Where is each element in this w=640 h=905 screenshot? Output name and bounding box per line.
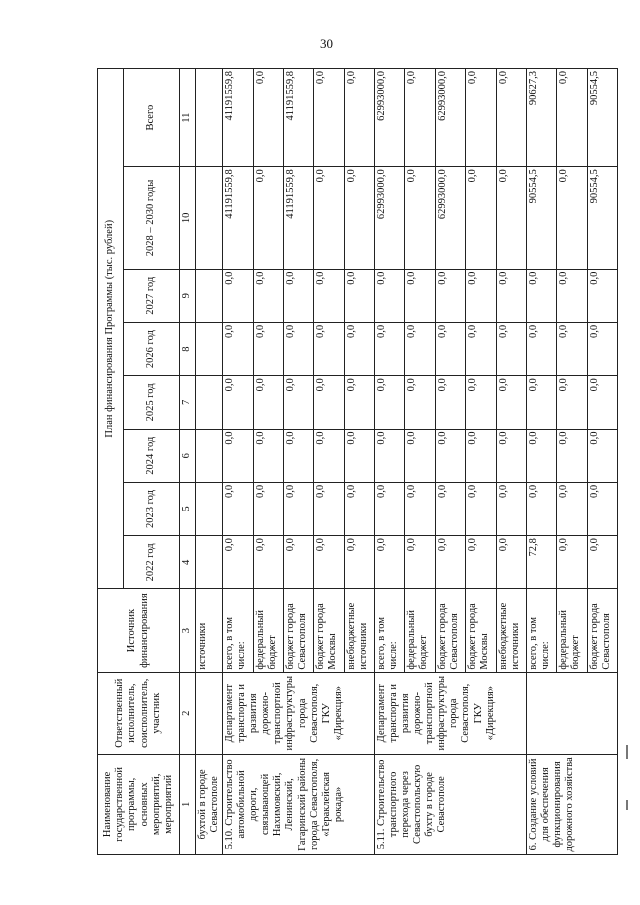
value-cell: 0,0: [435, 429, 465, 482]
measure-executor: [526, 672, 617, 754]
value-cell: 0,0: [587, 376, 617, 429]
value-cell: 0,0: [526, 376, 556, 429]
table-row: [223, 69, 253, 855]
value-cell: 0,0: [223, 482, 253, 535]
value-cell: 0,0: [466, 482, 496, 535]
source-cell: всего, в том числе:: [223, 589, 253, 672]
header-year: 2023 год: [124, 482, 180, 535]
header-total: Всего: [124, 69, 180, 167]
total-cell: 41191559,8: [283, 69, 313, 167]
source-cell: бюджет города Севастополя: [435, 589, 465, 672]
value-cell: 0,0: [496, 482, 526, 535]
total-cell: 0,0: [344, 69, 374, 167]
value-cell: 0,0: [223, 322, 253, 375]
value-cell: 41191559,8: [223, 167, 253, 269]
value-cell: 90554,5: [587, 167, 617, 269]
value-cell: 0,0: [466, 376, 496, 429]
value-cell: 41191559,8: [283, 167, 313, 269]
value-cell: 0,0: [557, 322, 587, 375]
value-cell: 0,0: [496, 429, 526, 482]
column-index: 1: [180, 754, 196, 854]
value-cell: 0,0: [435, 322, 465, 375]
value-cell: 0,0: [253, 167, 283, 269]
source-cell: всего, в том числе:: [526, 589, 556, 672]
value-cell: 0,0: [526, 322, 556, 375]
total-cell: 0,0: [466, 69, 496, 167]
scan-mark: [626, 745, 628, 759]
source-cell: внебюджетные источники: [344, 589, 374, 672]
column-index: 11: [180, 69, 196, 167]
measure-name: 6. Создание условий для обеспечения функционирования дорожного хозяйства: [526, 754, 617, 854]
value-cell: 0,0: [405, 536, 435, 589]
source-cell: бюджет города Севастополя: [587, 589, 617, 672]
column-index: 6: [180, 429, 196, 482]
value-cell: 0,0: [223, 536, 253, 589]
source-cell: федеральный бюджет: [253, 589, 283, 672]
header-year: 2028 – 2030 годы: [124, 167, 180, 269]
value-cell: 0,0: [496, 376, 526, 429]
value-cell: 0,0: [557, 376, 587, 429]
value-cell: 0,0: [405, 482, 435, 535]
measure-executor: Департамент транспорта и развития дорожно-транспортной инфраструктуры города Севастополя, ГКУ «Дирекция»: [223, 672, 375, 754]
value-cell: 0,0: [466, 536, 496, 589]
column-index: 7: [180, 376, 196, 429]
header-year: 2027 год: [124, 269, 180, 322]
value-cell: 0,0: [223, 429, 253, 482]
table-row: [526, 69, 556, 855]
total-cell: 90554,5: [587, 69, 617, 167]
scan-mark: [626, 800, 628, 810]
value-cell: 0,0: [526, 482, 556, 535]
column-index: 2: [180, 672, 196, 754]
value-cell: 0,0: [496, 269, 526, 322]
value-cell: 0,0: [435, 269, 465, 322]
value-cell: 0,0: [526, 429, 556, 482]
value-cell: 0,0: [314, 269, 344, 322]
value-cell: 0,0: [344, 322, 374, 375]
value-cell: 0,0: [557, 429, 587, 482]
value-cell: 0,0: [405, 322, 435, 375]
value-cell: 0,0: [405, 429, 435, 482]
column-index: 3: [180, 589, 196, 672]
value-cell: 0,0: [283, 269, 313, 322]
source-cell: всего, в том числе:: [375, 589, 405, 672]
value-cell: 0,0: [526, 269, 556, 322]
continuation-source: источники: [196, 589, 223, 672]
total-cell: 41191559,8: [223, 69, 253, 167]
value-cell: 0,0: [253, 536, 283, 589]
value-cell: 0,0: [435, 376, 465, 429]
value-cell: 0,0: [283, 536, 313, 589]
value-cell: 0,0: [587, 482, 617, 535]
column-index: 5: [180, 482, 196, 535]
table-row: [375, 69, 405, 855]
value-cell: 0,0: [557, 482, 587, 535]
financing-table: [97, 68, 618, 855]
value-cell: 0,0: [314, 482, 344, 535]
rotated-table-container: [97, 68, 618, 855]
value-cell: 0,0: [466, 429, 496, 482]
value-cell: 0,0: [375, 376, 405, 429]
continuation-row: [196, 69, 223, 855]
value-cell: 0,0: [557, 269, 587, 322]
value-cell: 0,0: [405, 269, 435, 322]
column-index: 9: [180, 269, 196, 322]
source-cell: бюджет города Москвы: [314, 589, 344, 672]
source-cell: бюджет города Севастополя: [283, 589, 313, 672]
value-cell: 0,0: [314, 376, 344, 429]
value-cell: 0,0: [405, 167, 435, 269]
total-cell: 0,0: [253, 69, 283, 167]
header-year: 2025 год: [124, 376, 180, 429]
value-cell: 0,0: [344, 269, 374, 322]
value-cell: 0,0: [375, 536, 405, 589]
measure-name: 5.11. Строительство транспортного перехода через Севастопольскую бухту в городе Севастополе: [375, 754, 527, 854]
value-cell: 0,0: [587, 322, 617, 375]
source-cell: внебюджетные источники: [496, 589, 526, 672]
total-cell: 0,0: [557, 69, 587, 167]
value-cell: 0,0: [496, 167, 526, 269]
value-cell: 0,0: [587, 536, 617, 589]
value-cell: 0,0: [314, 536, 344, 589]
value-cell: 0,0: [466, 322, 496, 375]
value-cell: 0,0: [557, 167, 587, 269]
value-cell: 0,0: [253, 322, 283, 375]
column-index: 8: [180, 322, 196, 375]
value-cell: 0,0: [344, 536, 374, 589]
value-cell: 0,0: [283, 322, 313, 375]
value-cell: 0,0: [314, 322, 344, 375]
value-cell: 0,0: [314, 167, 344, 269]
page-number: 30: [320, 36, 333, 51]
measure-name: 5.10. Строительство автомобильной дороги, связывающей Нахимовский, Ленинский, Гагаринский районы города Севастополя, «Гераклейская рокада»: [223, 754, 375, 854]
header-source: Источник финансирования: [98, 589, 180, 672]
continuation-name: бухтой в городе Севастополе: [196, 754, 223, 854]
value-cell: 0,0: [405, 376, 435, 429]
value-cell: 62993000,0: [435, 167, 465, 269]
header-year: 2024 год: [124, 429, 180, 482]
total-cell: 0,0: [405, 69, 435, 167]
value-cell: 0,0: [375, 269, 405, 322]
value-cell: 0,0: [496, 322, 526, 375]
value-cell: 0,0: [344, 429, 374, 482]
value-cell: 0,0: [435, 482, 465, 535]
source-cell: бюджет города Москвы: [466, 589, 496, 672]
value-cell: 0,0: [253, 269, 283, 322]
source-cell: федеральный бюджет: [557, 589, 587, 672]
value-cell: 0,0: [466, 269, 496, 322]
value-cell: 0,0: [375, 322, 405, 375]
value-cell: 0,0: [344, 167, 374, 269]
value-cell: 0,0: [344, 482, 374, 535]
value-cell: 0,0: [587, 429, 617, 482]
value-cell: 0,0: [587, 269, 617, 322]
value-cell: 0,0: [283, 482, 313, 535]
total-cell: 0,0: [314, 69, 344, 167]
value-cell: 0,0: [283, 429, 313, 482]
header-year: 2022 год: [124, 536, 180, 589]
value-cell: 0,0: [557, 536, 587, 589]
value-cell: 0,0: [223, 376, 253, 429]
value-cell: 90554,5: [526, 167, 556, 269]
value-cell: 0,0: [435, 536, 465, 589]
value-cell: 62993000,0: [375, 167, 405, 269]
value-cell: 0,0: [283, 376, 313, 429]
total-cell: 62993000,0: [375, 69, 405, 167]
column-index: 10: [180, 167, 196, 269]
measure-executor: Департамент транспорта и развития дорожно-транспортной инфраструктуры города Севастополя, ГКУ «Дирекция»: [375, 672, 527, 754]
source-cell: федеральный бюджет: [405, 589, 435, 672]
value-cell: 0,0: [375, 429, 405, 482]
header-name: Наименование государственной программы, основных мероприятий, мероприятий: [98, 754, 180, 854]
value-cell: 72,8: [526, 536, 556, 589]
total-cell: 0,0: [496, 69, 526, 167]
value-cell: 0,0: [223, 269, 253, 322]
total-cell: 90627,3: [526, 69, 556, 167]
value-cell: 0,0: [253, 429, 283, 482]
value-cell: 0,0: [496, 536, 526, 589]
header-executor: Ответственный исполнитель, соисполнитель, участник: [98, 672, 180, 754]
value-cell: 0,0: [466, 167, 496, 269]
value-cell: 0,0: [253, 482, 283, 535]
total-cell: 62993000,0: [435, 69, 465, 167]
value-cell: 0,0: [375, 482, 405, 535]
header-year: 2026 год: [124, 322, 180, 375]
value-cell: 0,0: [253, 376, 283, 429]
column-index: 4: [180, 536, 196, 589]
value-cell: 0,0: [344, 376, 374, 429]
header-plan: План финансирования Программы (тыс. рублей): [98, 69, 124, 589]
value-cell: 0,0: [314, 429, 344, 482]
